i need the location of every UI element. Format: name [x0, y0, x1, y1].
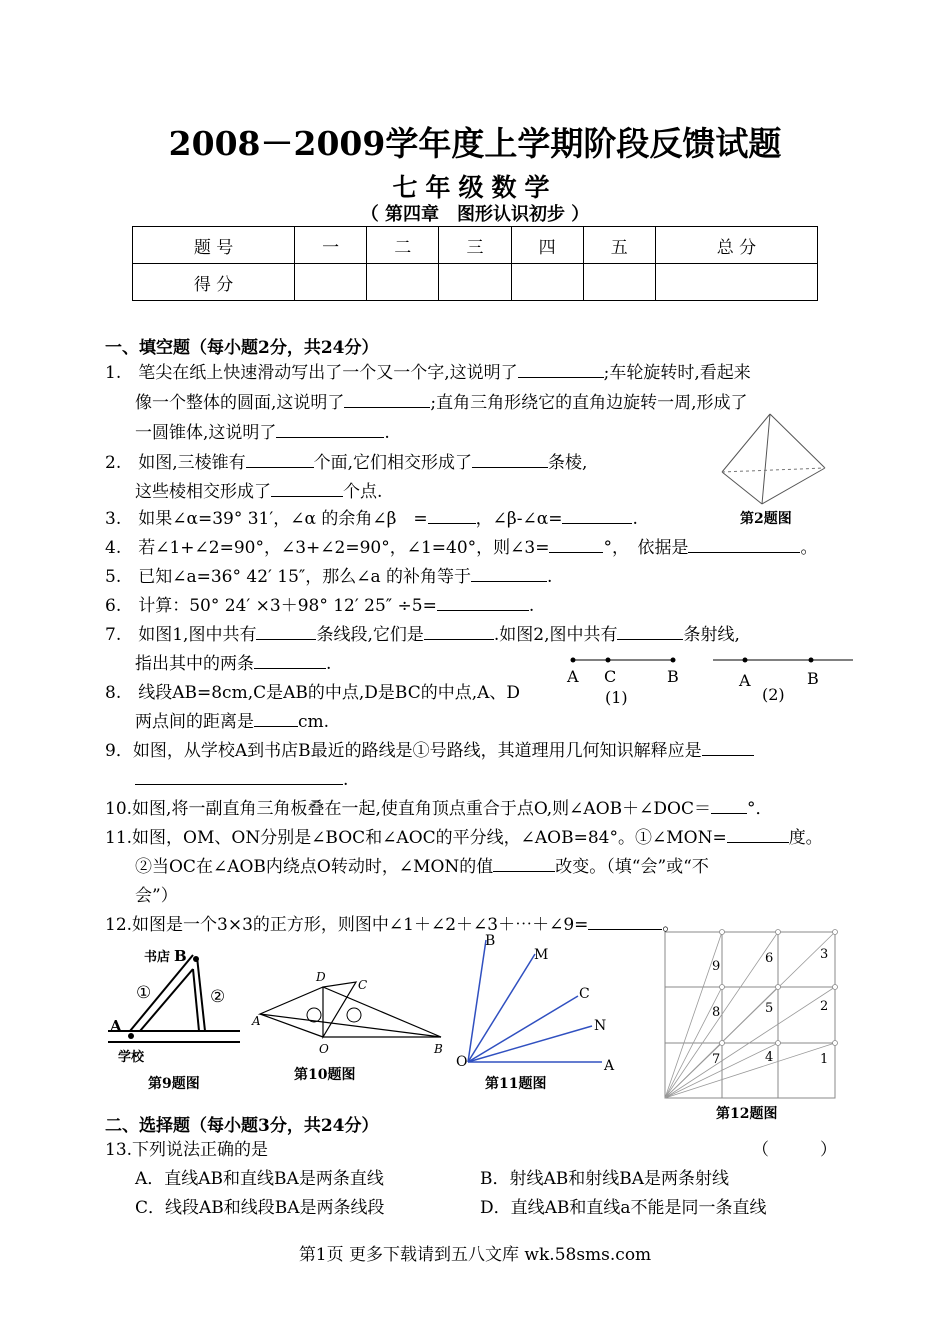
label-o: O	[319, 1042, 329, 1056]
table-row	[133, 264, 818, 301]
answer-blank[interactable]	[437, 592, 529, 611]
label-d: D	[316, 970, 326, 984]
label-m: M	[534, 947, 549, 963]
label-o: O	[456, 1054, 468, 1070]
option-c[interactable]: C．线段AB和线段BA是两条线段	[135, 1198, 385, 1218]
label-a: A	[567, 667, 579, 686]
question-1-line2: 像一个整体的圆面,这说明了 ;直角三角形绕它的直角边旋转一周,形成了	[135, 388, 748, 418]
answer-blank[interactable]	[549, 534, 603, 553]
answer-blank[interactable]	[344, 389, 430, 408]
angle-line	[665, 1043, 835, 1098]
grid-vertex	[720, 930, 725, 935]
angle-label: 3	[820, 947, 829, 962]
page-footer: 第1页 更多下载请到五八文库 wk.58sms.com	[298, 1245, 652, 1265]
question-7-line2: 指出其中的两条 .	[135, 649, 331, 679]
angle-label: 7	[712, 1052, 721, 1067]
grid-vertex	[720, 985, 725, 990]
angle-label: 2	[820, 999, 829, 1014]
route-1-label: ①	[136, 983, 152, 1003]
option-d[interactable]: D．直线AB和直线a不能是同一条直线	[480, 1198, 767, 1218]
answer-blank[interactable]	[617, 621, 683, 640]
question-12: 12.如图是一个3×3的正方形，则图中∠1＋∠2＋∠3＋⋯＋∠9= 。	[105, 910, 679, 940]
question-13-stem: 13.下列说法正确的是	[105, 1140, 269, 1160]
label-c: C	[579, 986, 590, 1002]
table-row	[133, 227, 818, 264]
question-7-line1: 7. 如图1,图中共有 条线段,它们是 .如图2,图中共有 条射线,	[105, 620, 740, 650]
answer-blank[interactable]	[471, 563, 547, 582]
page-subtitle: 七年级数学	[392, 173, 558, 202]
question-9-line1: 9．如图，从学校A到书店B最近的路线是①号路线，其道理用几何知识解释应是	[105, 736, 754, 766]
table-cell: 得 分	[133, 264, 295, 301]
answer-blank[interactable]	[424, 621, 494, 640]
option-a[interactable]: A．直线AB和直线BA是两条直线	[135, 1169, 384, 1189]
question-1-line1: 1. 笔尖在纸上快速滑动写出了一个又一个字,这说明了 ;车轮旋转时,看起来	[105, 358, 751, 388]
angle-label: 1	[820, 1052, 829, 1067]
grid-vertex	[720, 1041, 725, 1046]
score-input-cell[interactable]	[583, 264, 655, 301]
table-cell: 总 分	[655, 227, 817, 264]
label-b: B	[667, 667, 679, 686]
score-input-cell[interactable]	[655, 264, 817, 301]
answer-blank[interactable]	[688, 534, 800, 553]
page-title: 2008－2009学年度上学期阶段反馈试题	[168, 124, 782, 163]
segment-figures	[555, 650, 855, 712]
answer-blank[interactable]	[711, 795, 747, 814]
pyramid-edge	[770, 414, 825, 468]
label-b: B	[434, 1042, 443, 1056]
figure-caption: 第11题图	[485, 1076, 547, 1092]
label-c: C	[604, 667, 617, 686]
question-9-line2: .	[135, 765, 348, 795]
label-b: B	[485, 933, 496, 949]
section2-heading: 二、选择题（每小题3分，共24分）	[105, 1116, 379, 1136]
question-11-line3: 会”）	[135, 886, 178, 906]
ray-ob	[468, 940, 486, 1062]
table-cell: 一	[295, 227, 367, 264]
answer-blank[interactable]	[271, 478, 343, 497]
triangle-aob	[260, 987, 441, 1037]
grid-vertex	[776, 930, 781, 935]
question-1-line3: 一圆锥体,这说明了 .	[135, 418, 390, 448]
bookstore-label: 书店	[144, 950, 171, 965]
label-n: N	[594, 1018, 607, 1034]
answer-blank[interactable]	[135, 766, 343, 785]
score-table	[132, 226, 818, 301]
angle-label: 8	[712, 1005, 721, 1020]
label-a: A	[110, 1017, 122, 1035]
point-c	[606, 658, 611, 663]
question-10: 10.如图,将一副直角三角板叠在一起,使直角顶点重合于点O,则∠AOB＋∠DOC＝ °．	[105, 794, 772, 824]
angle-label: 6	[765, 951, 774, 966]
answer-blank[interactable]	[428, 505, 476, 524]
answer-blank[interactable]	[562, 505, 632, 524]
section1-heading: 一、填空题（每小题2分，共24分）	[105, 338, 379, 358]
question-5: 5. 已知∠a=36° 42′ 15″，那么∠a 的补角等于 .	[105, 562, 552, 592]
answer-blank[interactable]	[727, 824, 789, 843]
label-c: C	[358, 978, 368, 992]
pyramid-hidden-edge	[722, 468, 825, 472]
grid-vertex	[776, 985, 781, 990]
pyramid-figure	[718, 412, 830, 508]
answer-blank[interactable]	[246, 449, 314, 468]
pyramid-edge	[722, 414, 770, 472]
score-input-cell[interactable]	[295, 264, 367, 301]
table-cell: 三	[439, 227, 511, 264]
chapter-label: （ 第四章 图形认识初步 ）	[360, 204, 590, 225]
triangle-doc	[323, 982, 356, 1037]
answer-blank[interactable]	[493, 853, 555, 872]
point-a	[128, 1033, 134, 1039]
answer-blank[interactable]	[518, 359, 604, 378]
pyramid-edge	[722, 472, 762, 504]
grid-vertex	[833, 930, 838, 935]
question-3: 3. 如果∠α=39° 31′，∠α 的余角∠β = ，∠β-∠α= .	[105, 504, 638, 534]
point-b	[809, 658, 814, 663]
answer-blank[interactable]	[254, 650, 326, 669]
route-figure	[104, 945, 246, 1065]
label-a: A	[604, 1058, 615, 1074]
point-b	[193, 956, 199, 962]
answer-blank[interactable]	[702, 737, 754, 756]
label-a: A	[739, 671, 751, 690]
question-11-line1: 11.如图，OM、ON分别是∠BOC和∠AOC的平分线，∠AOB=84°。①∠MON= 度。	[105, 823, 823, 853]
triangle-hole	[307, 1008, 321, 1022]
table-cell: 题 号	[133, 227, 295, 264]
score-input-cell[interactable]	[511, 264, 583, 301]
pyramid-edge	[762, 468, 825, 504]
ray-oc	[468, 996, 578, 1062]
grid-vertex	[833, 985, 838, 990]
grid-vertex	[833, 1041, 838, 1046]
score-input-cell[interactable]	[367, 264, 439, 301]
answer-blank[interactable]	[588, 911, 662, 930]
route-2-label: ②	[210, 987, 226, 1007]
angle-bisector-figure	[452, 932, 622, 1074]
route-2-line	[193, 969, 199, 1031]
angle-label: 5	[765, 1001, 774, 1016]
point-b	[671, 658, 676, 663]
figure-caption: (2)	[762, 685, 785, 704]
figure-caption: (1)	[605, 688, 628, 707]
label-a: A	[252, 1014, 261, 1028]
point-a	[743, 658, 748, 663]
score-input-cell[interactable]	[439, 264, 511, 301]
angle-label: 9	[712, 959, 721, 974]
answer-blank[interactable]	[254, 708, 298, 727]
table-cell: 五	[583, 227, 655, 264]
answer-blank[interactable]	[256, 621, 316, 640]
label-b: B	[174, 947, 187, 965]
answer-blank[interactable]	[472, 449, 548, 468]
question-2-line2: 这些棱相交形成了 个点.	[135, 477, 382, 507]
figure-caption: 第12题图	[716, 1106, 778, 1122]
figure-caption: 第10题图	[294, 1067, 356, 1083]
question-4: 4. 若∠1+∠2=90°，∠3+∠2=90°，∠1=40°，则∠3= °， 依据是 。	[105, 533, 817, 563]
answer-blank[interactable]	[276, 419, 384, 438]
pyramid-edge	[762, 414, 770, 504]
question-2-line1: 2. 如图,三棱锥有 个面,它们相交形成了 条棱,	[105, 448, 587, 478]
school-label: 学校	[118, 1050, 145, 1065]
set-squares-figure	[248, 965, 448, 1060]
table-cell: 二	[367, 227, 439, 264]
question-8-line1: 8. 线段AB=8cm,C是AB的中点,D是BC的中点,A、D	[105, 683, 521, 703]
angle-label: 4	[765, 1050, 774, 1065]
option-b[interactable]: B．射线AB和射线BA是两条射线	[480, 1169, 730, 1189]
question-11-line2: ②当OC在∠AOB内绕点O转动时，∠MON的值 改变。（填“会”或“不	[135, 852, 709, 882]
question-8-line2: 两点间的距离是 cm.	[135, 707, 329, 737]
figure-caption: 第2题图	[740, 511, 792, 527]
grid-vertex	[776, 1041, 781, 1046]
question-6: 6. 计算：50° 24′ ×3＋98° 12′ 25″ ÷5= .	[105, 591, 534, 621]
answer-parenthesis[interactable]: （ ）	[752, 1140, 837, 1160]
angle-lines	[665, 932, 835, 1098]
figure-caption: 第9题图	[148, 1076, 200, 1092]
point-a	[571, 658, 576, 663]
grid-figure	[660, 928, 840, 1102]
label-b: B	[807, 669, 819, 688]
table-cell: 四	[511, 227, 583, 264]
triangle-hole	[347, 1008, 361, 1022]
